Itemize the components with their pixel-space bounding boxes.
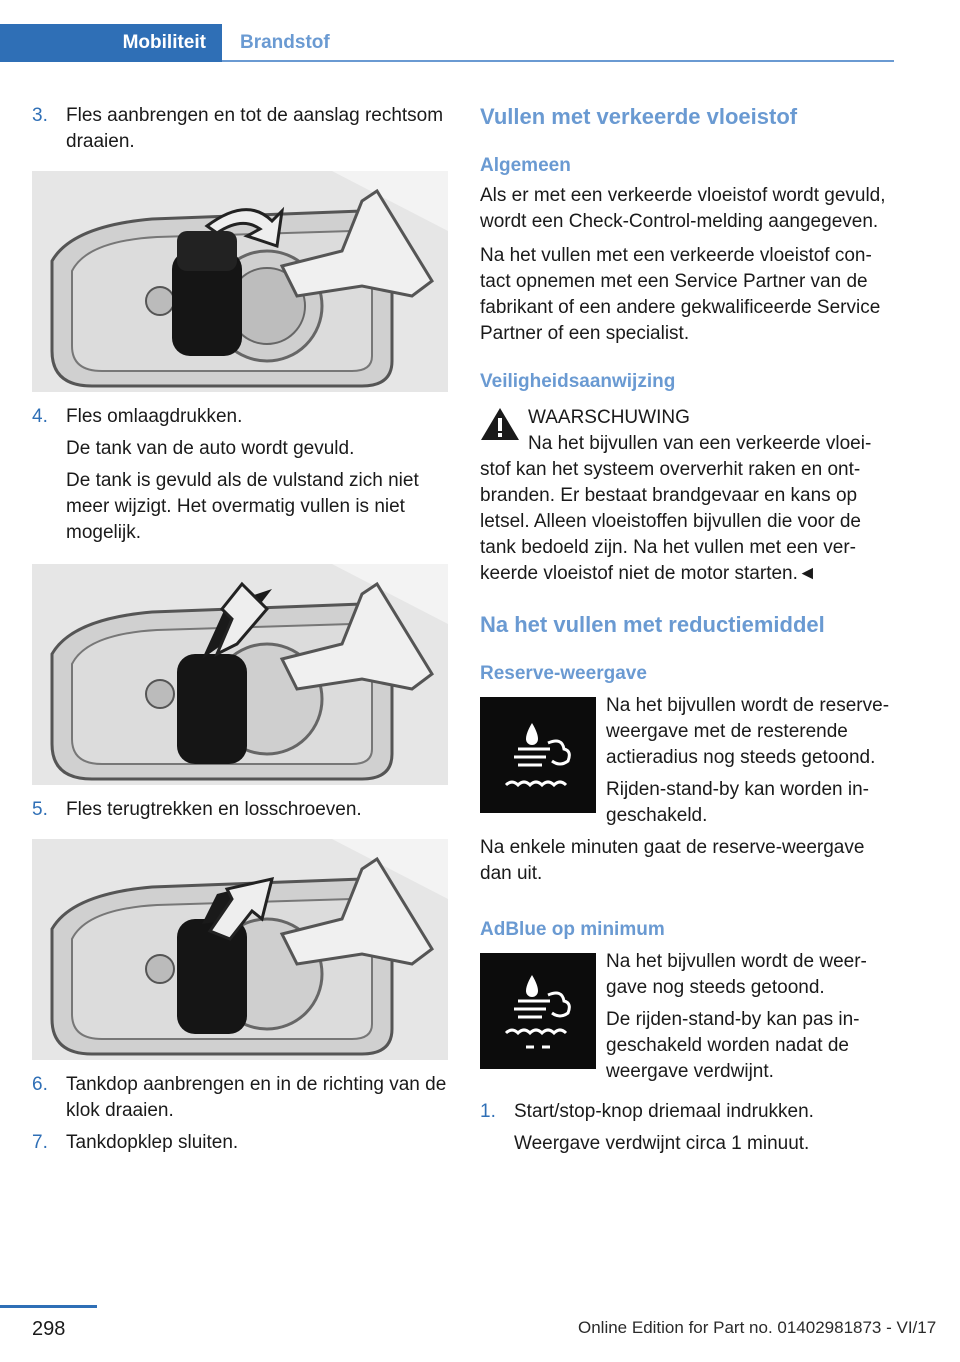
subheading-general: Algemeen (480, 155, 571, 176)
step-text: Tankdopklep sluiten. (66, 1132, 239, 1153)
step-text: Tankdop aanbrengen en in de richting van de klok draaien. (66, 1074, 447, 1121)
heading-wrong-fluid: Vullen met verkeerde vloeistof (480, 104, 798, 129)
step-3 (32, 103, 448, 161)
left-column (32, 103, 448, 1162)
step-subtext: Weergave verdwijnt circa 1 minuut. (514, 1133, 810, 1154)
step-text: Fles terugtrekken en losschroeven. (66, 799, 362, 820)
step-number: 4. (32, 406, 48, 427)
step-1-right (480, 1099, 895, 1163)
general-paragraph-1: Als er met een verkeerde vloeistof wordt gevuld, wordt een Check-Control-melding aangegeven. (480, 185, 886, 232)
step-7 (32, 1130, 448, 1162)
minimum-section (480, 949, 895, 1085)
section-tabbar (0, 24, 894, 62)
step-number: 7. (32, 1132, 48, 1153)
tab-underline (222, 60, 894, 62)
warning-block (480, 405, 895, 587)
step-text: Start/stop-knop driemaal indrukken. (514, 1101, 814, 1122)
footer-rule (0, 1305, 97, 1308)
heading-after-refill: Na het vullen met reductiemiddel (480, 612, 825, 637)
adblue-minimum-display-icon (480, 953, 596, 1069)
bottle-push-down-photo (32, 564, 448, 785)
step-6 (32, 1072, 448, 1130)
tab-brandstof[interactable] (222, 24, 330, 62)
step-text: Fles omlaagdrukken. (66, 406, 243, 427)
subheading-safety: Veiligheidsaanwijzing (480, 371, 676, 392)
warning-title: WAARSCHUWING (528, 407, 690, 428)
tab-mobiliteit[interactable] (0, 24, 222, 62)
tab-brandstof-label: Brandstof (240, 32, 330, 53)
warning-text: Na het bijvullen van een verkeerde vloeistof kan het systeem oververhit raken en ontbranden. Er bestaat brandgevaar en kans op letsel. Alleen vloeistoffen bijvullen die voor de tank bedoeld zijn. Na het vullen met een verkeerde vloeistof niet de motor starten.◄ (480, 433, 872, 584)
reserve-paragraph-2: Rijden-stand-by kan worden ingeschakeld. (606, 779, 869, 826)
fuel-cap-turn-photo (32, 171, 448, 392)
reserve-paragraph-1: Na het bijvullen wordt de reserve-weergave met de resterende actieradius nog steeds getoond. (606, 695, 890, 768)
step-5 (32, 797, 448, 829)
subheading-reserve: Reserve-weergave (480, 663, 647, 684)
step-4 (32, 404, 448, 552)
subheading-minimum: AdBlue op minimum (480, 919, 665, 940)
step-number: 1. (480, 1101, 496, 1122)
edition-footer: Online Edition for Part no. 01402981873 - VI/17 (578, 1318, 937, 1337)
step-number: 6. (32, 1074, 48, 1095)
page-number: 298 (32, 1318, 66, 1340)
adblue-reserve-display-icon (480, 697, 596, 813)
step-number: 5. (32, 799, 48, 820)
reserve-section (480, 693, 895, 829)
minimum-paragraph-2: De rijden-stand-by kan pas ingeschakeld worden nadat de weergave verdwijnt. (606, 1009, 860, 1082)
bottle-pull-back-photo (32, 839, 448, 1060)
tab-mobiliteit-label: Mobiliteit (122, 32, 206, 53)
right-column (480, 103, 895, 1163)
step-subtext: De tank van de auto wordt gevuld. (66, 438, 355, 459)
reserve-paragraph-3: Na enkele minuten gaat de reserve-weergave dan uit. (480, 837, 865, 884)
minimum-paragraph-1: Na het bijvullen wordt de weergave nog steeds getoond. (606, 951, 867, 998)
warning-triangle-icon (480, 407, 520, 441)
general-paragraph-2: Na het vullen met een verkeerde vloeistof contact opnemen met een Service Partner van de fabrikant of een andere gekwalificeerde Service Partner of een specialist. (480, 245, 881, 344)
step-text: Fles aanbrengen en tot de aanslag rechtsom draaien. (66, 105, 444, 152)
step-number: 3. (32, 105, 48, 126)
step-subtext: De tank is gevuld als de vulstand zich niet meer wijzigt. Het overmatig vullen is niet mogelijk. (66, 470, 419, 543)
